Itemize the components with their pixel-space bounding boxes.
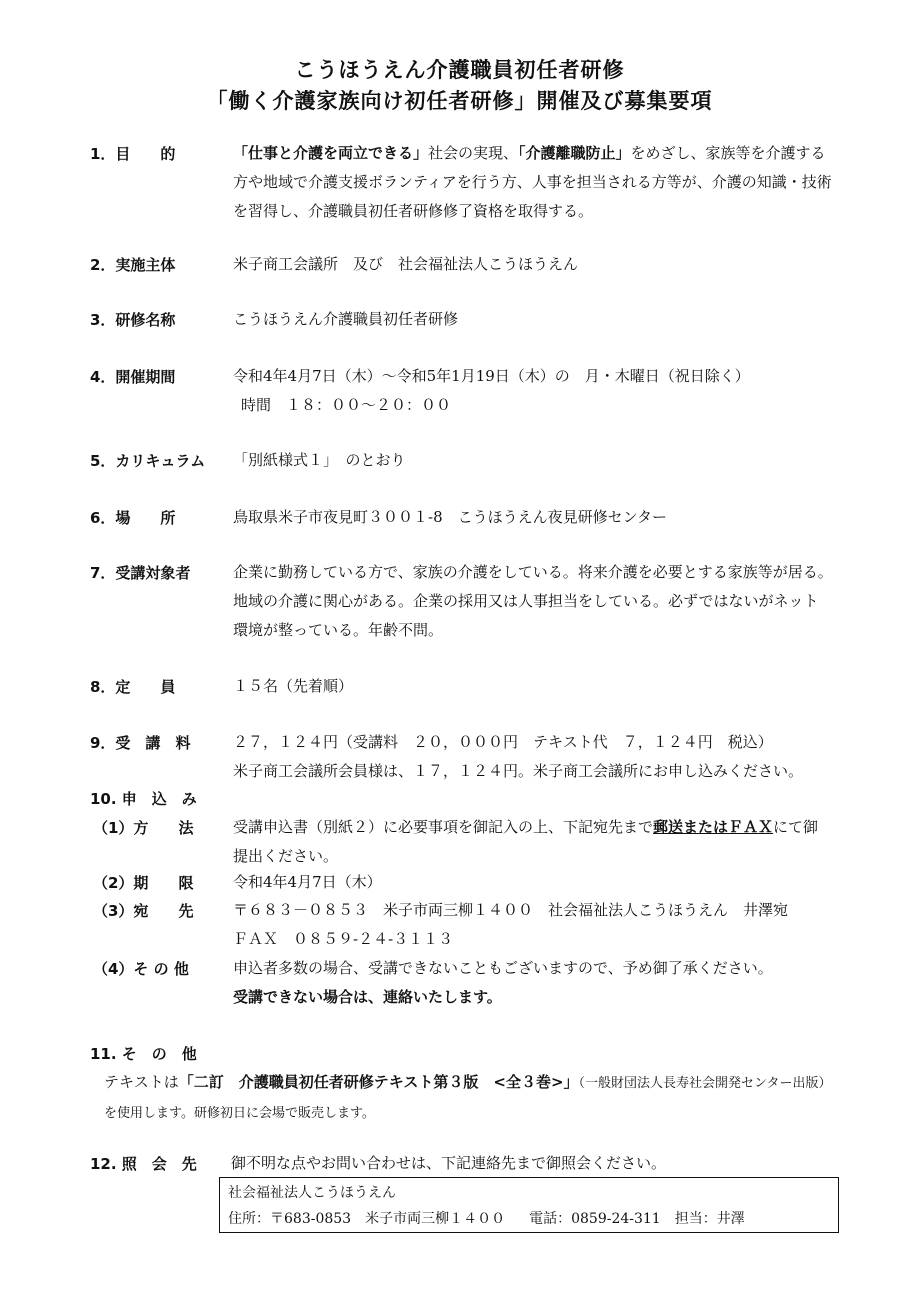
section-1-part-2: 社会の実現、 [428, 144, 519, 162]
section-9-line1: ２７，１２４円（受講料 ２０，０００円 テキスト代 ７，１２４円 税込） [233, 733, 773, 751]
section-10-4-line1: 申込者多数の場合、受講できないこともございますので、予め御了承ください。 [233, 959, 773, 977]
contact-details [228, 1206, 838, 1232]
section-7-label: 7．受講対象者 [90, 564, 191, 582]
section-10-3-line1: 〒６８３－０８５３ 米子市両三柳１４００ 社会福祉法人こうほうえん 井澤宛 [233, 901, 789, 919]
section-10-4-line2: 受講できない場合は、連絡いたします。 [233, 988, 502, 1006]
section-2-label: 2．実施主体 [90, 256, 176, 274]
section-1-label: 1．目 的 [90, 145, 176, 163]
contact-address: 住所：〒683-0853 米子市両三柳１４００ [228, 1211, 506, 1227]
section-4-line1: 令和4年4月7日（木）～令和5年1月19日（木）の 月・木曜日（祝日除く） [233, 367, 750, 385]
section-8-label: 8．定 員 [90, 678, 176, 696]
section-10-1-emph: 郵送またはＦＡＸ [653, 818, 774, 836]
section-10-2-label: （2）期 限 [93, 874, 194, 892]
section-12-text: 御不明な点やお問い合わせは、下記連絡先まで御照会ください。 [231, 1154, 667, 1172]
section-1-emph-2: 「介護離職防止」 [518, 144, 631, 162]
contact-person: 担当：井澤 [674, 1211, 745, 1227]
section-1-emph-1: 「仕事と介護を両立できる」 [233, 144, 429, 162]
section-4-line2: 時間 １８：００～２０：００ [241, 396, 452, 414]
document-title-line1: こうほうえん介護職員初任者研修 [294, 58, 625, 82]
section-11-part-3: （一般財団法人長寿社会開発センター出版）を使用します。研修初日に会場で販売します。 [104, 1076, 832, 1121]
section-7-text: 企業に勤務している方で、家族の介護をしている。将来介護を必要とする家族等が居る。地域の介護に関心がある。企業の採用又は人事担当をしている。必ずではないがネット環境が整っている。年齢不問。 [233, 563, 833, 639]
section-3-text: こうほうえん介護職員初任者研修 [233, 310, 459, 328]
section-11-text [104, 1068, 834, 1128]
section-12-label: 12. 照 会 先 [90, 1155, 197, 1173]
section-11-emph: 「二訂 介護職員初任者研修テキスト第３版 <全３巻>」 [178, 1073, 579, 1091]
section-6-label: 6．場 所 [90, 509, 176, 527]
section-9-line2: 米子商工会議所会員様は、１７，１２４円。米子商工会議所にお申し込みください。 [233, 762, 804, 780]
section-11-part-1: テキストは [104, 1073, 179, 1091]
section-10-3-label: （3）宛 先 [93, 902, 194, 920]
section-6-text: 鳥取県米子市夜見町３００１-8 こうほうえん夜見研修センター [233, 508, 668, 526]
section-10-1-part-3: にて御提出ください。 [233, 818, 819, 865]
section-9-label: 9．受 講 料 [90, 734, 191, 752]
section-1-text [233, 139, 833, 226]
section-4-label: 4．開催期間 [90, 368, 176, 386]
section-10-label: 10. 申 込 み [90, 790, 197, 808]
section-1-part-4: をめざし、家族等を介護する方や地域で介護支援ボランティアを行う方、人事を担当される方等が、介護の知識・技術を習得し、介護職員初任者研修修了資格を取得する。 [233, 144, 832, 220]
contact-phone: 電話：0859-24-311 [529, 1211, 661, 1227]
section-5-text: 「別紙様式１」 のとおり [233, 451, 406, 469]
section-10-1-part-1: 受講申込書（別紙２）に必要事項を御記入の上、下記宛先まで [233, 818, 654, 836]
section-2-text: 米子商工会議所 及び 社会福祉法人こうほうえん [233, 255, 579, 273]
section-11-label: 11. そ の 他 [90, 1045, 197, 1063]
section-10-2-text: 令和4年4月7日（木） [233, 873, 382, 891]
contact-box [219, 1177, 839, 1233]
section-10-1-text [233, 813, 833, 871]
section-10-1-label: （1）方 法 [93, 819, 194, 837]
document-title-line2: 「働く介護家族向け初任者研修」開催及び募集要項 [206, 89, 713, 113]
section-3-label: 3．研修名称 [90, 311, 176, 329]
section-8-text: １５名（先着順） [233, 677, 354, 695]
section-10-3-line2: ＦＡＸ ０８５９-２４-３１１３ [233, 930, 454, 948]
section-5-label: 5．カリキュラム [90, 452, 206, 470]
contact-org: 社会福祉法人こうほうえん [228, 1185, 396, 1201]
section-10-4-label: （4）そ の 他 [93, 960, 189, 978]
